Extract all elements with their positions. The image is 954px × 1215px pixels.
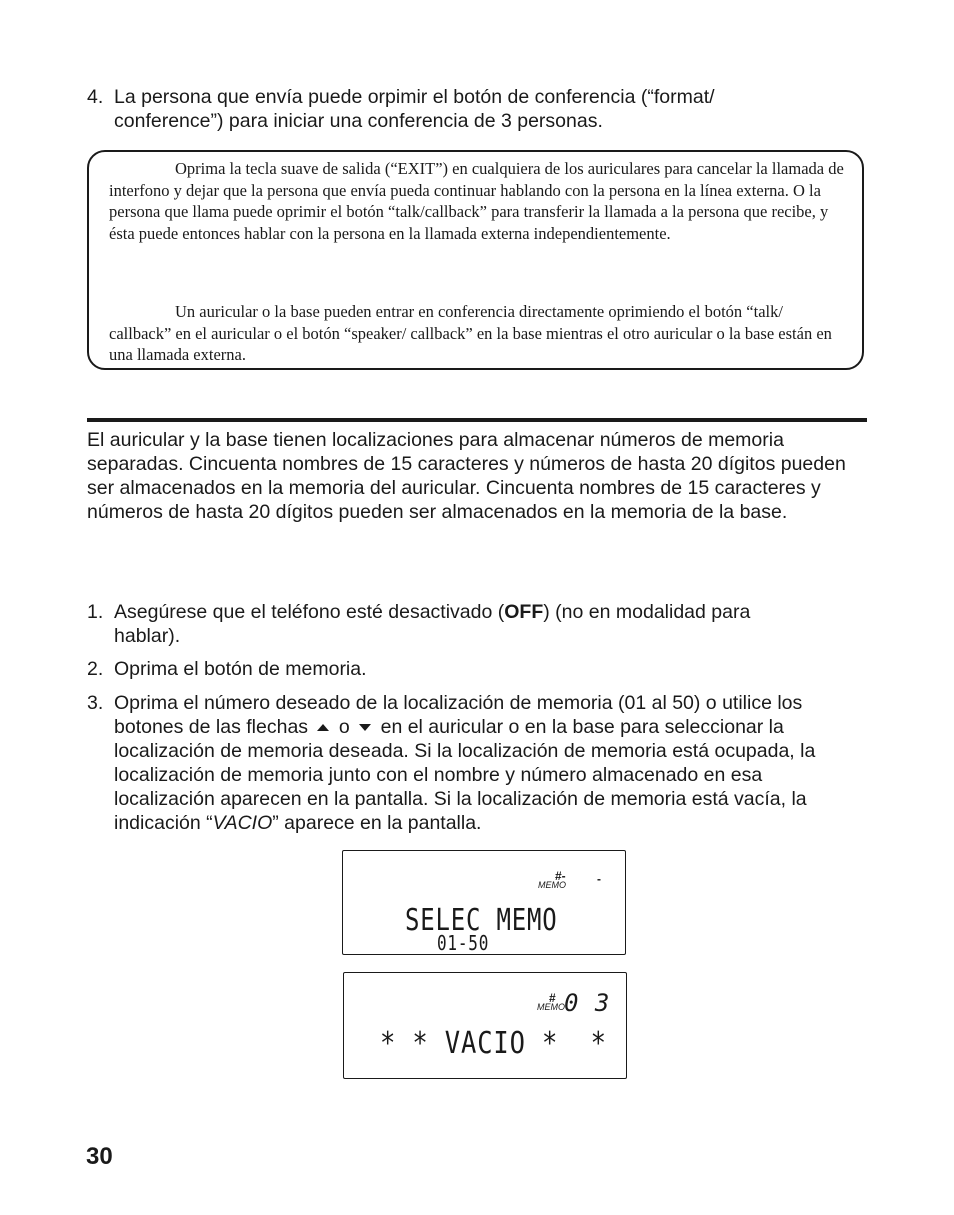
memo-indicator: MEMO bbox=[537, 1002, 565, 1012]
lcd-display-select-memo bbox=[342, 850, 626, 955]
off-label: OFF bbox=[504, 601, 544, 623]
blank-digit-dash: - bbox=[597, 872, 601, 886]
step-number: 1. bbox=[87, 601, 104, 623]
memo-indicator: MEMO bbox=[538, 880, 566, 890]
lcd-display-vacio bbox=[343, 972, 627, 1079]
section-divider bbox=[87, 418, 867, 422]
note-paragraph-2: Un auricular o la base pueden entrar en conferencia directamente oprimiendo el botón “talk/ callback” en el auricular o el botón “speaker/ callback” en la base mientras el otro auricular o la base están en una llamada externa. bbox=[109, 302, 832, 364]
note-paragraph-1: Oprima la tecla suave de salida (“EXIT”) en cualquiera de los auriculares para cancelar la llamada de interfono y dejar que la persona que envía pueda continuar hablando con la persona en la línea externa. O la persona que llama puede oprimir el botón “talk/callback” para transferir la llamada a la persona que recibe, y ésta puede entonces hablar con la persona en la llamada externa independientemente. bbox=[109, 159, 844, 243]
lcd-line-1: * * VACIO * * bbox=[380, 1026, 607, 1061]
vacio-label: VACIO bbox=[212, 812, 273, 834]
page-number: 30 bbox=[86, 1143, 113, 1170]
step-text: Oprima el número deseado de la localización de memoria (01 al 50) o utilice los botones de las flechas o en el auricular o en la base para seleccionar la localización de memoria deseada. Si la localización de memoria está ocupada, la localización de memoria junto con el nombre y número almacenado en esa localización aparecen en la pantalla. Si la localización de memoria está vacía, la indicación “VACIO” aparece en la pantalla. bbox=[114, 692, 816, 834]
step-number: 2. bbox=[87, 658, 104, 680]
step-1 bbox=[87, 600, 877, 648]
hash-icon: #- bbox=[555, 869, 566, 883]
step-text: Asegúrese que el teléfono esté desactivado (OFF) (no en modalidad para hablar). bbox=[114, 601, 751, 647]
lcd-line-2: 01-50 bbox=[437, 931, 490, 955]
step-2 bbox=[87, 657, 877, 681]
step-4 bbox=[87, 85, 877, 133]
intro-paragraph: El auricular y la base tienen localizaciones para almacenar números de memoria separadas. Cincuenta nombres de 15 caracteres y números de hasta 20 dígitos pueden ser almacenados en la memoria del auricular. Cincuenta nombres de 15 caracteres y números de hasta 20 dígitos pueden ser almacenados en la memoria de la base. bbox=[87, 429, 846, 523]
down-arrow-icon bbox=[359, 724, 371, 731]
step-text: La persona que envía puede orpimir el botón de conferencia (“format/ conference”) para iniciar una conferencia de 3 personas. bbox=[114, 86, 715, 132]
step-number: 3. bbox=[87, 692, 104, 714]
up-arrow-icon bbox=[317, 724, 329, 731]
step-3 bbox=[87, 691, 877, 835]
hash-icon: # bbox=[549, 991, 556, 1005]
step-text: Oprima el botón de memoria. bbox=[114, 658, 367, 680]
lcd-line-1: SELEC MEMO bbox=[405, 903, 558, 938]
memory-location-number: 0 3 bbox=[564, 989, 611, 1017]
step-number: 4. bbox=[87, 86, 104, 108]
